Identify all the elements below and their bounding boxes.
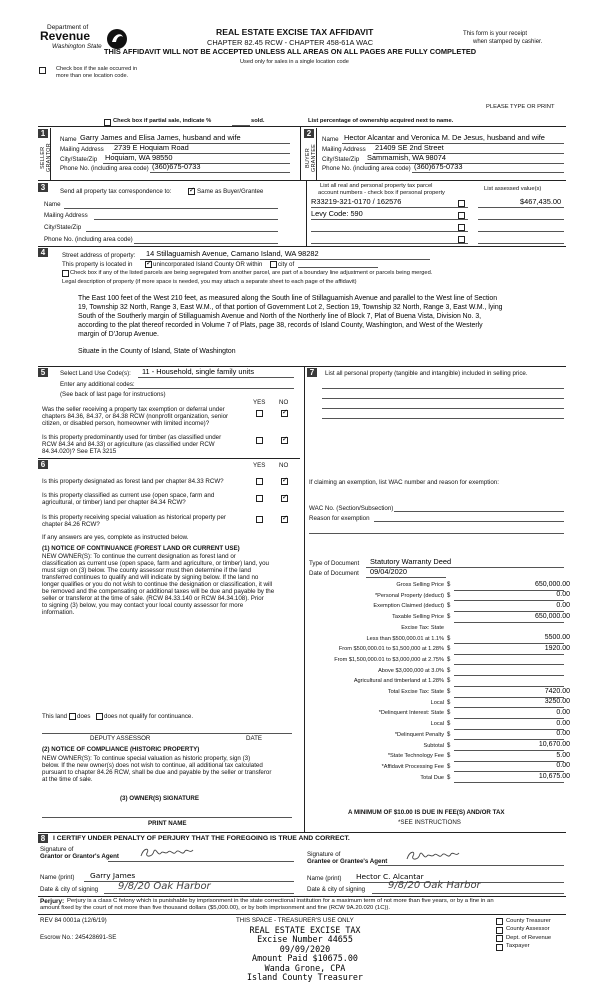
land-does-not-checkbox[interactable]: [96, 713, 103, 720]
assessed-value-1: $467,435.00: [520, 197, 562, 206]
tax-row-value: 0.00: [556, 730, 570, 738]
form-chapter: CHAPTER 82.45 RCW - CHAPTER 458-61A WAC: [207, 38, 374, 47]
tax-row-label: Total Excise Tax: State: [387, 689, 444, 695]
s5-no-header: NO: [279, 399, 289, 406]
tax-row-dollar-sign: $: [447, 592, 451, 599]
grantor-sig-of: Signature of: [40, 846, 74, 853]
tax-row-dollar-sign: $: [447, 656, 451, 663]
s5-q2-no-checkbox[interactable]: [281, 437, 288, 444]
buyer-phone: (360)675-0733: [414, 162, 463, 171]
tax-row-value: 650,000.00: [534, 612, 570, 620]
tax-row-dollar-sign: $: [447, 699, 451, 706]
legal-line-4: according to the plat thereof recorded in Volume 7 of Plats, page 38, records of Island County, Washington, and West of the Westerly: [78, 322, 483, 329]
tax-row-value: 0.00: [556, 591, 570, 599]
tax-row-dollar-sign: $: [447, 582, 451, 588]
parcel-number-1: R33219-321-0170 / 162576: [311, 197, 402, 206]
city-of-label: city of: [278, 261, 295, 268]
exemption-claim-label: If claiming an exemption, list WAC number and reason for exemption:: [309, 479, 499, 486]
tax-row-dollar-sign: $: [447, 763, 451, 770]
tax-row-label: *Delinquent Interest: State: [378, 710, 444, 717]
section-7-number: 7: [307, 368, 317, 377]
s6-yes-header: YES: [253, 462, 266, 469]
partial-sale-sold: sold.: [251, 118, 265, 124]
s6-q2-l1: Is this property classified as current use (open space, farm and: [42, 492, 215, 499]
seller-side-label: SELLER GRANTOR: [40, 143, 52, 173]
land-does-text: does: [77, 713, 91, 720]
tax-row-dollar-sign: $: [447, 646, 451, 653]
assessed-header: List assessed value(s): [484, 186, 542, 192]
land-does-not-text: does not qualify for continuance.: [104, 713, 194, 720]
grantee-name-label: Name (print): [307, 875, 342, 882]
buyer-phone-label: Phone No. (including area code): [322, 165, 411, 172]
tax-row-label: Local: [430, 699, 444, 706]
receipt-note-1: This form is your receipt: [463, 31, 528, 37]
copy-checkbox[interactable]: [496, 927, 503, 934]
if-yes-instructions: If any answers are yes, complete as instructed below.: [42, 534, 189, 541]
s5-yes-header: YES: [253, 399, 266, 406]
tax-row-value: 7420.00: [544, 687, 570, 695]
buyer-city-label: City/State/Zip: [322, 156, 360, 163]
copy-checkbox[interactable]: [496, 944, 503, 951]
grantee-agent-label: Grantee or Grantee's Agent: [307, 858, 388, 865]
s5-q2-l3: 84.34.020)? See ETA 3215: [42, 448, 117, 455]
copy-label: Dept. of Revenue: [506, 934, 552, 941]
s5-q1-l3: citizen, or disabled person, homeowner with limited income)?: [42, 420, 210, 427]
parcel-4-personal-checkbox[interactable]: [458, 236, 465, 243]
treasurer-stamp: [220, 926, 390, 982]
notice2-l3: pursuant to chapter 84.26 RCW, shall be due and payable by the seller or transferor: [42, 769, 272, 776]
copy-label: Taxpayer: [506, 943, 530, 950]
tax-row-label: From $500,000.01 to $1,500,000 at 1.28%: [338, 646, 444, 653]
section-8-number: 8: [38, 834, 48, 843]
city-of-checkbox[interactable]: [270, 261, 277, 268]
tax-row-label: Total Due: [420, 774, 444, 781]
located-label: This property is located in: [62, 261, 133, 268]
grantor-printed-name: Garry James: [90, 871, 136, 880]
tax-row-label: *Affidavit Processing Fee: [381, 763, 444, 770]
minimum-fee-note: A MINIMUM OF $10.00 IS DUE IN FEE(S) AND/OR TAX: [348, 809, 505, 816]
section-2-number: 2: [304, 129, 314, 138]
street-label: Street address of property:: [62, 252, 136, 259]
s6-q3-no-checkbox[interactable]: [281, 516, 288, 523]
doc-date: 09/04/2020: [370, 567, 407, 576]
copy-checkbox[interactable]: [496, 918, 503, 925]
tax-row-dollar-sign: $: [447, 667, 451, 674]
notice1-title: (1) NOTICE OF CONTINUANCE (FOREST LAND OR CURRENT USE): [42, 545, 240, 552]
stamp-line: REAL ESTATE EXCISE TAX: [249, 925, 361, 935]
section-1-number: 1: [38, 129, 48, 138]
notice1-l1: NEW OWNER(S): To continue the current designation as forest land or: [42, 553, 236, 560]
perjury-line-2: amount fixed by the court of not more than five thousand dollars ($5,000.00), or by both imprisonment and fine (RCW 9A.20.020 (1C)).: [40, 905, 391, 911]
corr-mailing-label: Mailing Address: [44, 212, 88, 219]
tax-row-value: 0.00: [556, 719, 570, 727]
buyer-city: Sammamish, WA 98074: [367, 153, 447, 162]
land-does-label: This land: [42, 713, 68, 720]
corr-name-label: Name: [44, 201, 61, 208]
notice2-title: (2) NOTICE OF COMPLIANCE (HISTORIC PROPERTY): [42, 746, 200, 753]
tax-row-dollar-sign: $: [447, 731, 451, 738]
tax-row-label: Less than $500,000.01 at 1.1%: [366, 635, 444, 642]
dept-label: Department of: [47, 24, 89, 31]
rev-code: REV 84 0001a (12/6/19): [40, 917, 107, 924]
see-instructions-note: *SEE INSTRUCTIONS: [398, 819, 461, 826]
legal-line-2: 19, Township 32 North, Range 3, East W.M., of that portion of Government Lot 2, Section 19, Township 32 North, Range 3, East W.M., lying: [78, 304, 503, 311]
treasurer-use-label: THIS SPACE - TREASURER'S USE ONLY: [236, 917, 354, 924]
grantor-name-label: Name (print): [40, 874, 75, 881]
section-4-number: 4: [38, 248, 48, 257]
tax-row-value: 650,000.00: [534, 580, 570, 588]
tax-row-dollar-sign: $: [447, 742, 451, 749]
tax-row-dollar-sign: $: [447, 721, 451, 728]
notice2-l1: NEW OWNER(S): To continue special valuation as historic property, sign (3): [42, 755, 251, 762]
land-does-checkbox[interactable]: [69, 713, 76, 720]
legal-desc-label: Legal description of property (if more space is needed, you may attach a separate sheet to each page of the affidavit): [62, 279, 357, 285]
copy-label: County Assessor: [506, 926, 550, 933]
tax-row-label: Subtotal: [423, 742, 444, 749]
see-back-label: (See back of last page for instructions): [60, 391, 166, 398]
grantee-signature-image: [404, 847, 462, 865]
additional-codes-label: Enter any additional codes:: [60, 381, 135, 388]
tax-row-value: 3250.00: [544, 698, 570, 706]
deputy-date-label: DATE: [246, 735, 263, 742]
grantee-sig-of: Signature of: [307, 851, 341, 858]
copy-label: County Treasurer: [506, 917, 551, 924]
parcel-3-personal-checkbox[interactable]: [458, 224, 465, 231]
s6-q3-l1: Is this property receiving special valuation as historical property per: [42, 514, 226, 521]
notice1-l5: longer qualifies or you do not wish to continue the designation or classification, it will: [42, 581, 273, 588]
notice2-l4: at the time of sale.: [42, 776, 93, 783]
doc-type-label: Type of Document: [309, 560, 360, 567]
stamp-line: Wanda Grone, CPA: [264, 962, 346, 973]
notice2-l2: below. If the new owner(s) does not wish to continue, all additional tax calculated: [42, 762, 263, 769]
s5-q2-yes-checkbox[interactable]: [256, 437, 263, 444]
form-title: REAL ESTATE EXCISE TAX AFFIDAVIT: [216, 27, 374, 37]
perjury-bold: Perjury:: [40, 898, 65, 905]
notice1-l4: transferred continues to qualify and will indicate by signing below. If the land no: [42, 574, 259, 581]
legal-line-5: margin of D'Jorup Avenue.: [78, 331, 159, 338]
copy-checkbox[interactable]: [496, 935, 503, 942]
buyer-mailing-label: Mailing Address: [322, 146, 366, 153]
owner-signature-label: (3) OWNER(S) SIGNATURE: [120, 795, 199, 802]
form-warning: THIS AFFIDAVIT WILL NOT BE ACCEPTED UNLESS ALL AREAS ON ALL PAGES ARE FULLY COMPLETED: [104, 47, 477, 56]
grantor-date-city-label: Date & city of signing: [40, 886, 99, 893]
tax-row-label: Gross Selling Price: [396, 582, 444, 588]
tax-row-label: *Delinquent Penalty: [394, 731, 444, 738]
segregated-checkbox[interactable]: [62, 270, 69, 277]
same-as-buyer-checkbox[interactable]: [188, 188, 195, 195]
single-location-note: Used only for sales in a single location code: [240, 59, 349, 65]
seller-mailing: 2739 E Hoquiam Road: [114, 143, 189, 152]
seller-name: Garry James and Elisa James, husband and wife: [80, 133, 241, 142]
buyer-mailing: 21409 SE 2nd Street: [375, 143, 444, 152]
tax-row-dollar-sign: $: [447, 635, 451, 642]
print-note: PLEASE TYPE OR PRINT: [486, 104, 555, 110]
notice1-l8: to signing (3) below, you may contact your local county assessor for more: [42, 602, 244, 609]
tax-row-label: Taxable Selling Price: [392, 614, 444, 621]
buyer-side-label: BUYER GRANTEE: [305, 144, 317, 172]
s5-q1-yes-checkbox[interactable]: [256, 410, 263, 417]
tax-row-value: 10,670.00: [538, 741, 570, 748]
notice1-l2: classification as current use (open space, farm and agriculture, or timber) land, you: [42, 560, 269, 567]
s5-q1-l2: chapters 84.36, 84.37, or 84.38 RCW (nonprofit organization, senior: [42, 413, 229, 420]
situate-line: Situate in the County of Island, State of Washington: [78, 348, 236, 355]
tax-row-label: *Personal Property (deduct): [374, 592, 444, 599]
multi-location-label-1: Check box if the sale occurred in: [56, 66, 138, 72]
tax-row-value: 10,675.00: [538, 773, 570, 781]
correspondence-label: Send all property tax correspondence to:: [60, 188, 172, 195]
same-as-buyer-label: Same as Buyer/Grantee: [197, 188, 264, 195]
perjury-line-1: Perjury is a class C felony which is punishable by imprisonment in the state correctional institution for a maximum term of not more than five years, or by a fine in an: [67, 898, 494, 904]
escrow-number: Escrow No.: 245428691-SE: [40, 934, 117, 941]
tax-row-dollar-sign: $: [447, 603, 451, 610]
buyer-name: Hector Alcantar and Veronica M. De Jesus, husband and wife: [344, 133, 545, 142]
parcel-1-personal-checkbox[interactable]: [458, 200, 465, 207]
street-address: 14 Stillaguamish Avenue, Camano Island, WA 98282: [146, 249, 319, 258]
s5-q1-l1: Was the seller receiving a property tax exemption or deferral under: [42, 406, 225, 413]
unincorporated-checkbox[interactable]: [145, 261, 152, 268]
corr-city-label: City/State/Zip: [44, 224, 82, 231]
partial-sale-checkbox[interactable]: [104, 119, 111, 126]
tax-row-label: Excise Tax: State: [401, 624, 444, 631]
tax-row-dollar-sign: $: [447, 614, 451, 621]
doc-date-label: Date of Document: [309, 570, 359, 577]
tax-row-value: 5.00: [556, 751, 570, 759]
notice1-l7: seller or transferor at the time of sale. (RCW 84.33.140 or RCW 84.34.108). Prior: [42, 595, 264, 602]
deputy-assessor-label: DEPUTY ASSESSOR: [90, 735, 151, 742]
tax-row-label: Exemption Claimed (deduct): [373, 603, 444, 610]
buyer-name-label: Name: [322, 136, 339, 143]
doc-type: Statutory Warranty Deed: [370, 557, 452, 566]
stamp-line: 09/09/2020: [279, 943, 331, 954]
dept-revenue: Revenue: [40, 29, 91, 43]
seller-name-label: Name: [60, 136, 77, 143]
s6-q2-l2: agricultural, or timber) land per chapter 84.34 RCW?: [42, 499, 186, 506]
s5-q2-l2: RCW 84.34 and 84.33) or agriculture (as classified under RCW: [42, 441, 215, 448]
s5-q2-l1: Is this property predominantly used for timber (as classified under: [42, 434, 222, 441]
stamp-line: Excise Number 44655: [257, 934, 353, 945]
tax-row-dollar-sign: $: [447, 774, 451, 781]
notice1-l6: be removed and the compensating or additional taxes will be due and payable by the: [42, 588, 275, 595]
tax-row-value: 0.00: [556, 601, 570, 609]
seller-mailing-label: Mailing Address: [60, 146, 104, 153]
section-3-number: 3: [38, 183, 48, 192]
tax-row-label: From $1,500,000.01 to $3,000,000 at 2.75%: [334, 656, 444, 663]
land-use-label: Select Land Use Code(s):: [60, 370, 131, 377]
parcel-2-personal-checkbox[interactable]: [458, 212, 465, 219]
multi-location-checkbox[interactable]: [39, 67, 46, 74]
ownership-note: List percentage of ownership acquired next to name.: [308, 118, 454, 124]
s6-q2-yes-checkbox[interactable]: [256, 495, 263, 502]
tax-row-label: Above $3,000,000 at 3.0%: [378, 667, 444, 674]
grantor-signature-image: [138, 845, 196, 861]
stamp-line: Island County Treasurer: [247, 972, 363, 983]
unincorporated-label: unincorporated Island County OR within: [153, 261, 263, 268]
section-6-number: 6: [38, 460, 48, 469]
grantor-date-city: 9/8/20 Oak Harbor: [118, 881, 211, 892]
s6-q3-l2: chapter 84.26 RCW?: [42, 521, 100, 528]
partial-sale-label: Check box if partial sale, indicate %: [113, 118, 212, 124]
notice1-l3: must sign on (3) below. The county assessor must then determine if the land: [42, 567, 251, 574]
certify-statement: I CERTIFY UNDER PENALTY OF PERJURY THAT THE FOREGOING IS TRUE AND CORRECT.: [53, 835, 350, 842]
grantee-date-city-label: Date & city of signing: [307, 886, 366, 893]
seller-phone-label: Phone No. (including area code): [60, 165, 149, 172]
tax-row-value: 5500.00: [544, 634, 570, 641]
tax-row-label: *State Technology Fee: [387, 753, 444, 760]
s6-q1: Is this property designated as forest land per chapter 84.33 RCW?: [42, 478, 224, 485]
parcel-header-1: List all real and personal property tax parcel: [320, 183, 433, 189]
receipt-note-2: when stamped by cashier.: [473, 39, 543, 45]
land-use-code: 11 - Household, single family units: [142, 367, 255, 376]
levy-code: Levy Code: 590: [311, 209, 363, 218]
s5-q1-no-checkbox[interactable]: [281, 410, 288, 417]
notice1-l9: information.: [42, 609, 75, 616]
s6-q1-yes-checkbox[interactable]: [256, 478, 263, 485]
grantee-date-city: 9/8/20 Oak Harbor: [388, 880, 481, 891]
tax-row-dollar-sign: $: [447, 689, 451, 695]
grantor-agent-label: Grantor or Grantor's Agent: [40, 853, 119, 860]
tax-row-value: 1920.00: [544, 644, 570, 652]
s6-q1-no-checkbox[interactable]: [281, 478, 288, 485]
grantee-printed-name: Hector C. Alcantar: [356, 872, 424, 881]
seller-phone: (360)675-0733: [152, 162, 201, 171]
s6-q3-yes-checkbox[interactable]: [256, 516, 263, 523]
legal-line-3: South of the Southerly margin of Stillaguamish Avenue and North of the Northerly line of Block 7, Plat of Buena Vista, Division No. 3,: [78, 313, 482, 320]
seller-city-label: City/State/Zip: [60, 156, 98, 163]
corr-phone-label: Phone No. (including area code): [44, 236, 133, 243]
personal-property-label: List all personal property (tangible and intangible) included in selling price.: [325, 370, 528, 377]
legal-line-1: The East 100 feet of the West 210 feet, as measured along the South line of Stillaguamish Avenue and parallel to the West line of Section: [78, 295, 498, 302]
s6-q2-no-checkbox[interactable]: [281, 495, 288, 502]
tax-row-label: Local: [430, 721, 444, 728]
parcel-header-2: account numbers - check box if personal property: [318, 190, 445, 196]
s6-no-header: NO: [279, 462, 289, 469]
tax-row-dollar-sign: $: [447, 678, 451, 685]
tax-row-dollar-sign: $: [447, 753, 451, 760]
tax-row-dollar-sign: $: [447, 710, 451, 717]
tax-row-value: 0.00: [556, 762, 570, 770]
print-name-label: PRINT NAME: [148, 820, 187, 827]
stamp-line: Amount Paid $10675.00: [252, 953, 358, 964]
section-5-number: 5: [38, 368, 48, 377]
tax-row-value: 0.00: [556, 708, 570, 716]
tax-row-label: Agricultural and timberland at 1.28%: [353, 678, 444, 685]
segregated-label: Check box if any of the listed parcels are being segregated from another parcel, are part of a boundary line adjustment or parcels being merged.: [70, 270, 433, 276]
multi-location-label-2: more than one location code.: [56, 73, 129, 79]
dept-state: Washington State: [52, 43, 102, 50]
wac-label: WAC No. (Section/Subsection): [309, 505, 394, 512]
seller-city: Hoquiam, WA 98550: [105, 153, 173, 162]
exemption-reason-label: Reason for exemption: [309, 515, 370, 522]
